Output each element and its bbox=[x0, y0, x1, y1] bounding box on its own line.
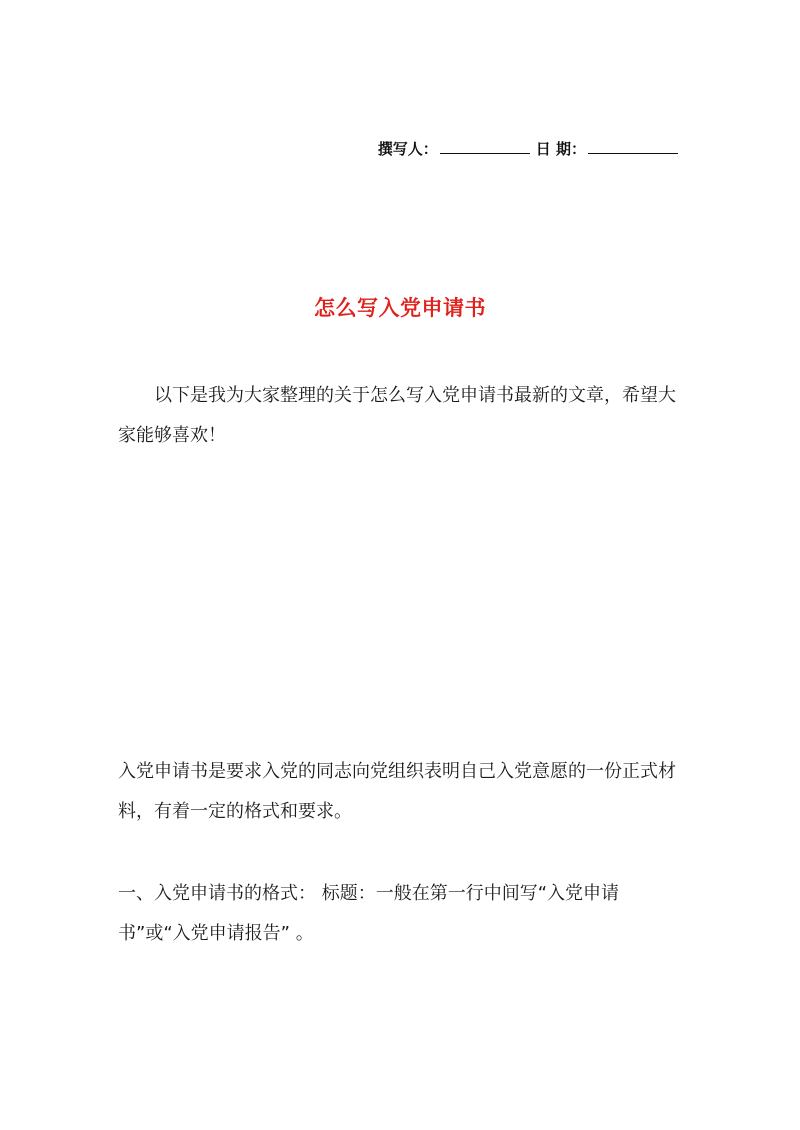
date-label: 日 期： bbox=[535, 140, 586, 158]
date-blank-field bbox=[588, 139, 678, 154]
body-paragraph-1: 入党申请书是要求入党的同志向党组织表明自己入党意愿的一份正式材料，有着一定的格式和要求。 bbox=[118, 761, 676, 822]
intro-paragraph: 以下是我为大家整理的关于怎么写入党申请书最新的文章，希望大家能够喜欢！ bbox=[118, 385, 676, 446]
document-title: 怎么写入党申请书 bbox=[314, 296, 486, 320]
author-label: 撰写人： bbox=[377, 140, 438, 158]
body-paragraph-2: 一、入党申请书的格式： 标题：一般在第一行中间写“入党申请书”或“入党申请报告” 。 bbox=[118, 883, 620, 944]
author-blank-field bbox=[440, 139, 530, 154]
author-date-line bbox=[378, 138, 680, 159]
